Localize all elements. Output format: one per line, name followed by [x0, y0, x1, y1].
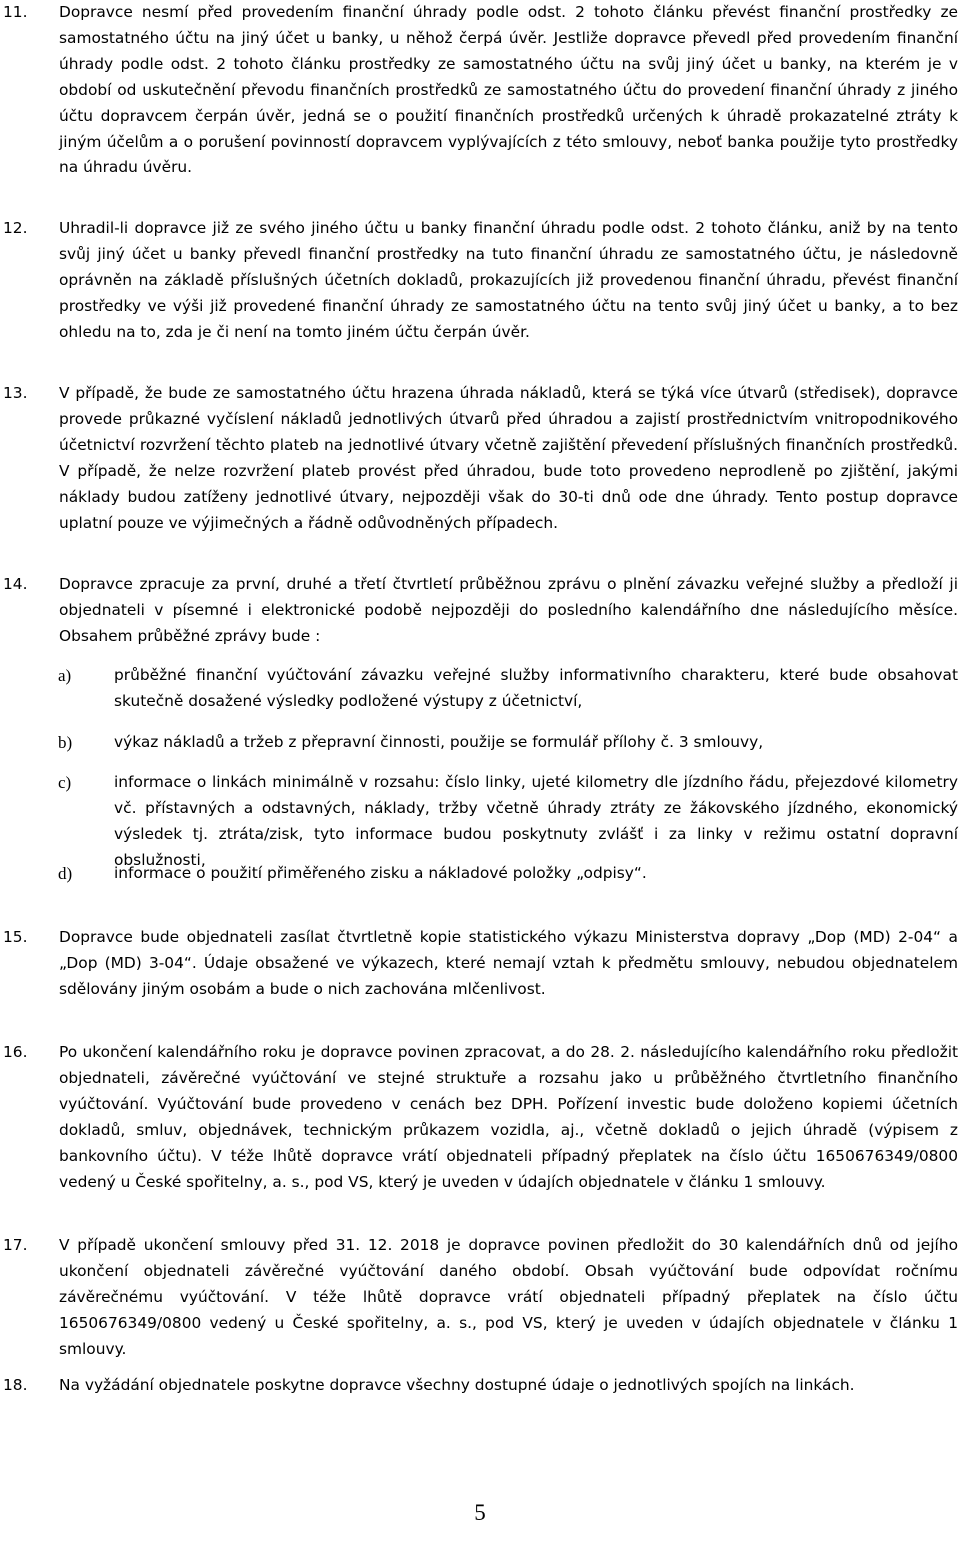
- paragraph-14: [0, 572, 958, 650]
- paragraph-text: Dopravce bude objednateli zasílat čtvrtletně kopie statistického výkazu Ministerstva dopravy „Dop (MD) 2-04“ a „Dop (MD) 3-04“. Údaje obsažené ve výkazech, které nemají vztah k předmětu smlouvy, nebudou objednatelem sdělovány jiným osobám a bude o nich zachována mlčenlivost.: [59, 928, 958, 998]
- subitem-letter: b): [58, 733, 73, 752]
- subitem-a: [0, 663, 958, 715]
- paragraph-number: 11.: [3, 3, 28, 21]
- subitem-text: informace o použití přiměřeného zisku a nákladové položky „odpisy“.: [114, 864, 647, 882]
- paragraph-number: 14.: [3, 575, 28, 593]
- subitem-letter: a): [58, 666, 72, 685]
- paragraph-text: V případě ukončení smlouvy před 31. 12. 2018 je dopravce povinen předložit do 30 kalendářních dnů od jejího ukončení objednateli závěrečné vyúčtování daného období. Obsah vyúčtování bude odpovídat ročnímu závěrečnému vyúčtování. V téže lhůtě dopravce vrátí objednateli případný přeplatek na číslo účtu 1650676349/0800 vedený u České spořitelny, a. s., pod VS, který je uveden v údajích objednatele v článku 1 smlouvy.: [59, 1236, 958, 1358]
- paragraph-15: [0, 925, 958, 1003]
- subitem-b: [0, 730, 958, 756]
- paragraph-number: 12.: [3, 219, 28, 237]
- paragraph-11: [0, 0, 958, 181]
- paragraph-text: Na vyžádání objednatele poskytne dopravce všechny dostupné údaje o jednotlivých spojích na linkách.: [59, 1376, 855, 1394]
- subitem-letter: d): [58, 864, 73, 883]
- paragraph-text: Po ukončení kalendářního roku je dopravce povinen zpracovat, a do 28. 2. následujícího kalendářního roku předložit objednateli, závěrečné vyúčtování ve stejné struktuře a rozsahu jako u průběžného čtvrtletního finančního vyúčtování. Vyúčtování bude provedeno v cenách bez DPH. Pořízení investic bude doloženo kopiemi účetních dokladů, smluv, objednávek, technickým průkazem vozidla, aj., včetně dokladů o jejich úhradě (výpisem z bankovního účtu). V téže lhůtě dopravce vrátí objednateli případný přeplatek na číslo účtu 1650676349/0800 vedený u České spořitelny, a. s., pod VS, který je uveden v údajích objednatele v článku 1 smlouvy.: [59, 1043, 958, 1191]
- subitem-letter: c): [58, 773, 72, 792]
- paragraph-text: Dopravce nesmí před provedením finanční úhrady podle odst. 2 tohoto článku převést finanční prostředky ze samostatného účtu na jiný účet u banky, u něhož čerpá úvěr. Jestliže dopravce převedl před provedením finanční úhrady podle odst. 2 tohoto článku prostředky ze samostatného účtu na svůj jiný účet u banky, na kterém je v období od uskutečnění převodu finančních prostředků ze samostatného účtu do provedení finanční úhrady z jiného účtu dopravcem čerpán úvěr, jedná se o použití finančních prostředků určených k úhradě prokazatelné ztráty k jiným účelům a o porušení povinností dopravcem vyplývajících z této smlouvy, neboť banka použije tyto prostředky na úhradu úvěru.: [59, 3, 958, 177]
- paragraph-number: 17.: [3, 1236, 28, 1254]
- page-number: 5: [474, 1500, 486, 1525]
- paragraph-text: V případě, že bude ze samostatného účtu hrazena úhrada nákladů, která se týká více útvarů (středisek), dopravce provede průkazné vyčíslení nákladů jednotlivých útvarů před úhradou a zajistí prostřednictvím vnitropodnikového účetnictví rozvržení těchto plateb na jednotlivé útvary včetně zajištění převedení příslušných finančních prostředků. V případě, že nelze rozvržení plateb provést před úhradou, bude toto provedeno neprodleně po zjištění, jakými náklady budou zatíženy jednotlivé útvary, nejpozději však do 30-ti dnů ode dne úhrady. Tento postup dopravce uplatní pouze ve výjimečných a řádně odůvodněných případech.: [59, 384, 958, 532]
- paragraph-number: 15.: [3, 928, 28, 946]
- paragraph-13: [0, 381, 958, 536]
- paragraph-18: [0, 1373, 958, 1399]
- subitem-c: [0, 770, 958, 874]
- paragraph-text: Dopravce zpracuje za první, druhé a třetí čtvrtletí průběžnou zprávu o plnění závazku veřejné služby a předloží ji objednateli v písemné i elektronické podobě nejpozději do posledního kalendářního dne následujícího měsíce. Obsahem průběžné zprávy bude :: [59, 575, 958, 645]
- paragraph-number: 16.: [3, 1043, 28, 1061]
- subitem-text: průběžné finanční vyúčtování závazku veřejné služby informativního charakteru, které bude obsahovat skutečně dosažené výsledky podložené výstupy z účetnictví,: [114, 666, 958, 710]
- paragraph-17: [0, 1233, 958, 1363]
- paragraph-number: 13.: [3, 384, 28, 402]
- subitem-d: [0, 861, 958, 887]
- subitem-text: informace o linkách minimálně v rozsahu: číslo linky, ujeté kilometry dle jízdního řádu, přejezdové kilometry vč. přístavných a odstavných, náklady, tržby včetně úhrady ztráty ze žákovského jízdného, ekonomický výsledek tj. ztráta/zisk, tyto informace budou poskytnuty zvlášť i za linky v režimu ostatní dopravní obslužnosti,: [114, 773, 958, 869]
- paragraph-number: 18.: [3, 1376, 28, 1394]
- paragraph-text: Uhradil-li dopravce již ze svého jiného účtu u banky finanční úhradu podle odst. 2 tohoto článku, aniž by na tento svůj jiný účet u banky převedl finanční prostředky na tuto finanční úhradu ze samostatného účtu, je následovně oprávněn na základě příslušných účetních dokladů, prokazujících již provedenou finanční úhradu, převést finanční prostředky ve výši již provedené finanční úhrady ze samostatného účtu na tento svůj jiný účet u banky, a to bez ohledu na to, zda je či není na tomto jiném účtu čerpán úvěr.: [59, 219, 958, 341]
- paragraph-12: [0, 216, 958, 346]
- subitem-text: výkaz nákladů a tržeb z přepravní činnosti, použije se formulář přílohy č. 3 smlouvy,: [114, 733, 764, 751]
- paragraph-16: [0, 1040, 958, 1195]
